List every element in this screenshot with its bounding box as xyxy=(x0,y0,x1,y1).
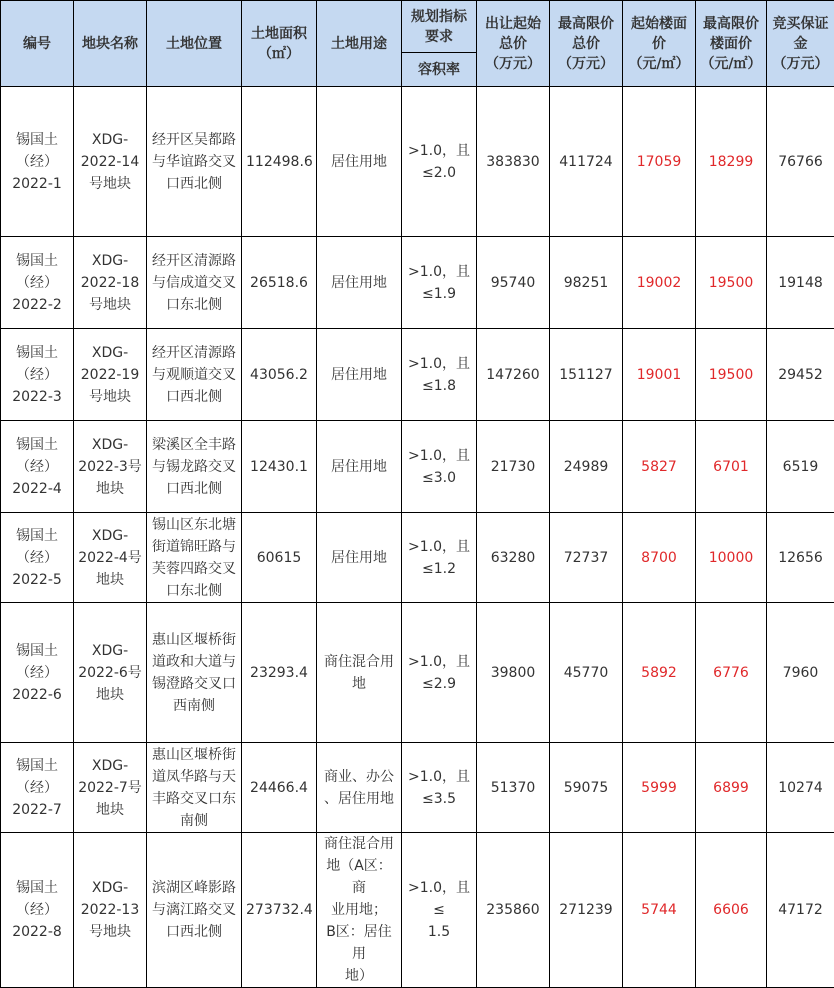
cell-start-floor: 19002 xyxy=(623,237,696,329)
cell-max-floor: 19500 xyxy=(696,329,767,421)
cell-start-floor: 8700 xyxy=(623,513,696,603)
cell-id: 锡国土 （经） 2022-1 xyxy=(1,87,74,237)
cell-id: 锡国土 （经） 2022-7 xyxy=(1,743,74,833)
cell-use: 居住用地 xyxy=(317,421,402,513)
cell-use: 居住用地 xyxy=(317,237,402,329)
cell-location: 惠山区堰桥街 道政和大道与 锡澄路交叉口 西南侧 xyxy=(147,603,242,743)
cell-start-total: 39800 xyxy=(477,603,550,743)
cell-start-total: 147260 xyxy=(477,329,550,421)
cell-max-floor: 6606 xyxy=(696,833,767,988)
cell-max-floor: 6899 xyxy=(696,743,767,833)
cell-max-total: 411724 xyxy=(550,87,623,237)
cell-start-floor: 17059 xyxy=(623,87,696,237)
cell-far: >1.0，且 ≤1.9 xyxy=(402,237,477,329)
cell-deposit: 76766 xyxy=(767,87,834,237)
header-location: 土地位置 xyxy=(147,1,242,87)
cell-id: 锡国土 （经） 2022-4 xyxy=(1,421,74,513)
cell-start-floor: 5744 xyxy=(623,833,696,988)
cell-far: >1.0，且 ≤1.2 xyxy=(402,513,477,603)
header-start-floor: 起始楼面 价 （元/㎡） xyxy=(623,1,696,87)
cell-max-floor: 19500 xyxy=(696,237,767,329)
cell-location: 滨湖区峰影路 与漓江路交叉 口西北侧 xyxy=(147,833,242,988)
cell-max-total: 59075 xyxy=(550,743,623,833)
cell-location: 锡山区东北塘 街道锦旺路与 芙蓉四路交叉 口东北侧 xyxy=(147,513,242,603)
cell-use: 居住用地 xyxy=(317,329,402,421)
cell-area: 26518.6 xyxy=(242,237,317,329)
cell-start-floor: 5999 xyxy=(623,743,696,833)
cell-far: >1.0，且 ≤1.8 xyxy=(402,329,477,421)
cell-location: 经开区清源路 与信成道交叉 口东北侧 xyxy=(147,237,242,329)
cell-name: XDG- 2022-4号 地块 xyxy=(74,513,147,603)
table-row xyxy=(1,237,834,329)
cell-start-total: 95740 xyxy=(477,237,550,329)
cell-deposit: 29452 xyxy=(767,329,834,421)
table-row xyxy=(1,743,834,833)
cell-deposit: 47172 xyxy=(767,833,834,988)
cell-name: XDG- 2022-6号 地块 xyxy=(74,603,147,743)
cell-far: >1.0，且 ≤3.5 xyxy=(402,743,477,833)
cell-use: 居住用地 xyxy=(317,513,402,603)
cell-location: 惠山区堰桥街 道凤华路与天 丰路交叉口东 南侧 xyxy=(147,743,242,833)
table-row xyxy=(1,603,834,743)
cell-start-floor: 5827 xyxy=(623,421,696,513)
header-deposit: 竞买保证 金 （万元） xyxy=(767,1,834,87)
cell-start-floor: 19001 xyxy=(623,329,696,421)
cell-max-floor: 10000 xyxy=(696,513,767,603)
cell-max-floor: 6701 xyxy=(696,421,767,513)
cell-deposit: 6519 xyxy=(767,421,834,513)
cell-name: XDG- 2022-7号 地块 xyxy=(74,743,147,833)
table-header xyxy=(1,1,834,87)
cell-area: 23293.4 xyxy=(242,603,317,743)
cell-area: 43056.2 xyxy=(242,329,317,421)
table-row xyxy=(1,87,834,237)
cell-start-total: 383830 xyxy=(477,87,550,237)
cell-max-total: 72737 xyxy=(550,513,623,603)
cell-max-total: 151127 xyxy=(550,329,623,421)
table-row xyxy=(1,421,834,513)
cell-far: >1.0，且≤ 1.5 xyxy=(402,833,477,988)
cell-max-floor: 6776 xyxy=(696,603,767,743)
cell-name: XDG- 2022-18 号地块 xyxy=(74,237,147,329)
cell-location: 梁溪区全丰路 与锡龙路交叉 口西北侧 xyxy=(147,421,242,513)
cell-deposit: 12656 xyxy=(767,513,834,603)
cell-start-total: 235860 xyxy=(477,833,550,988)
cell-start-floor: 5892 xyxy=(623,603,696,743)
cell-area: 60615 xyxy=(242,513,317,603)
header-far: 容积率 xyxy=(402,53,477,87)
cell-far: >1.0，且 ≤2.0 xyxy=(402,87,477,237)
cell-id: 锡国土 （经） 2022-6 xyxy=(1,603,74,743)
cell-area: 112498.6 xyxy=(242,87,317,237)
header-start-total: 出让起始 总价 （万元） xyxy=(477,1,550,87)
header-max-total: 最高限价 总价 （万元） xyxy=(550,1,623,87)
header-area: 土地面积 （㎡） xyxy=(242,1,317,87)
cell-name: XDG- 2022-14 号地块 xyxy=(74,87,147,237)
cell-max-total: 24989 xyxy=(550,421,623,513)
cell-location: 经开区吴都路 与华谊路交叉 口西北侧 xyxy=(147,87,242,237)
header-use: 土地用途 xyxy=(317,1,402,87)
cell-id: 锡国土 （经） 2022-5 xyxy=(1,513,74,603)
cell-name: XDG- 2022-13 号地块 xyxy=(74,833,147,988)
header-id: 编号 xyxy=(1,1,74,87)
cell-max-total: 98251 xyxy=(550,237,623,329)
cell-area: 273732.4 xyxy=(242,833,317,988)
cell-id: 锡国土 （经） 2022-8 xyxy=(1,833,74,988)
cell-id: 锡国土 （经） 2022-3 xyxy=(1,329,74,421)
cell-use: 商业、办公 、居住用地 xyxy=(317,743,402,833)
cell-deposit: 7960 xyxy=(767,603,834,743)
cell-deposit: 10274 xyxy=(767,743,834,833)
header-planning: 规划指标 要求 xyxy=(402,1,477,53)
cell-id: 锡国土 （经） 2022-2 xyxy=(1,237,74,329)
cell-area: 12430.1 xyxy=(242,421,317,513)
cell-deposit: 19148 xyxy=(767,237,834,329)
cell-max-total: 271239 xyxy=(550,833,623,988)
table-row xyxy=(1,329,834,421)
cell-max-floor: 18299 xyxy=(696,87,767,237)
cell-max-total: 45770 xyxy=(550,603,623,743)
cell-use: 商住混合用 地 xyxy=(317,603,402,743)
cell-name: XDG- 2022-3号 地块 xyxy=(74,421,147,513)
cell-use: 居住用地 xyxy=(317,87,402,237)
cell-far: >1.0，且 ≤3.0 xyxy=(402,421,477,513)
cell-start-total: 51370 xyxy=(477,743,550,833)
cell-name: XDG- 2022-19 号地块 xyxy=(74,329,147,421)
cell-area: 24466.4 xyxy=(242,743,317,833)
cell-start-total: 21730 xyxy=(477,421,550,513)
cell-use: 商住混合用 地（A区：商 业用地； B区：居住用 地） xyxy=(317,833,402,988)
header-name: 地块名称 xyxy=(74,1,147,87)
cell-location: 经开区清源路 与观顺道交叉 口西北侧 xyxy=(147,329,242,421)
cell-far: >1.0，且 ≤2.9 xyxy=(402,603,477,743)
table-body xyxy=(1,87,834,988)
header-max-floor: 最高限价 楼面价 （元/㎡） xyxy=(696,1,767,87)
cell-start-total: 63280 xyxy=(477,513,550,603)
table-row xyxy=(1,833,834,988)
table-row xyxy=(1,513,834,603)
